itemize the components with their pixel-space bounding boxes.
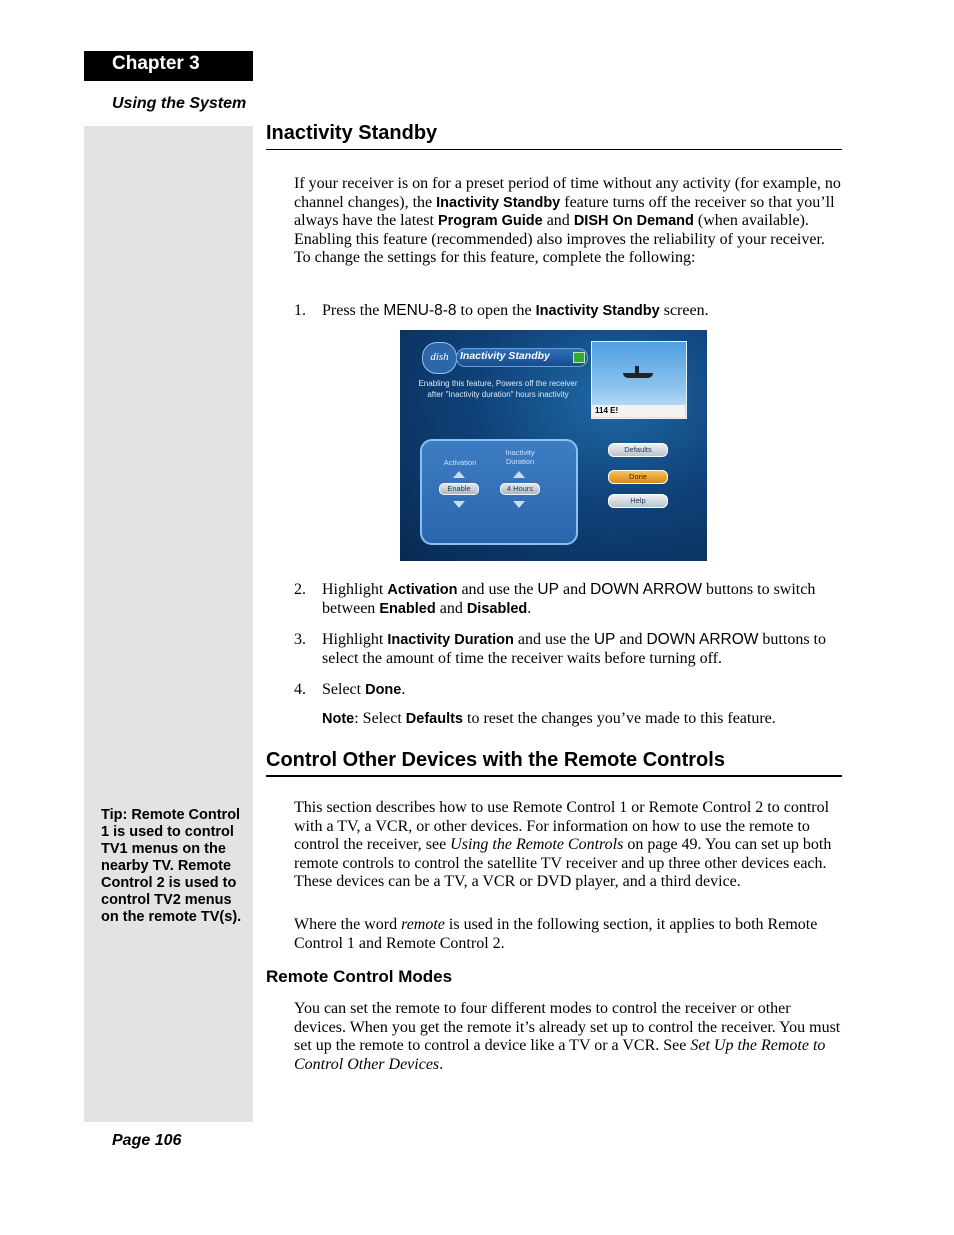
tv-icon	[573, 352, 585, 363]
inactivity-standby-screen	[400, 330, 707, 561]
step-4: 4. Select Done.	[294, 681, 406, 698]
duration-up-arrow-icon[interactable]	[513, 471, 525, 478]
done-button[interactable]: Done	[608, 470, 668, 484]
activation-label: Activation	[443, 458, 477, 467]
note: Note: Select Defaults to reset the changes you’ve made to this feature.	[322, 710, 776, 727]
activation-value[interactable]: Enable	[439, 483, 479, 495]
screen-title: Inactivity Standby	[460, 350, 550, 362]
page-number: Page 106	[112, 1132, 182, 1149]
step-1: 1. Press the MENU-8-8 to open the Inactivity Standby screen.	[294, 302, 709, 319]
control-heading: Control Other Devices with the Remote Controls	[266, 749, 725, 771]
control-heading-rule	[266, 775, 842, 777]
control-paragraph-2: Where the word remote is used in the following section, it applies to both Remote Control 1 and Remote Control 2.	[294, 916, 818, 952]
duration-label: Inactivity Duration	[505, 448, 535, 466]
duration-down-arrow-icon[interactable]	[513, 501, 525, 508]
modes-heading: Remote Control Modes	[266, 967, 453, 986]
screen-description: Enabling this feature, Powers off the receiver after "Inactivity duration" hours inactivity	[418, 379, 578, 399]
boat-figure	[635, 366, 639, 374]
dish-logo: dish	[422, 342, 457, 374]
activation-up-arrow-icon[interactable]	[453, 471, 465, 478]
control-paragraph-1: This section describes how to use Remote Control 1 or Remote Control 2 to control with a TV, a VCR, or other devices. For information on how to use the remote to control the receiver, see Using the Remote Controls on page 49. You can set up both remote controls to control the satellite TV receiver and up three other devices each. These devices can be a TV, a VCR or DVD player, and a third device.	[294, 799, 832, 891]
sidebar	[84, 126, 253, 1122]
modes-paragraph: You can set the remote to four different modes to control the receiver or other devices. When you get the remote it’s already set up to control the receiver. You must set up the remote to control a device like a TV or a VCR. See Set Up the Remote to Control Other Devices.	[294, 1000, 841, 1073]
activation-down-arrow-icon[interactable]	[453, 501, 465, 508]
inactivity-heading: Inactivity Standby	[266, 122, 438, 144]
sidebar-tip: Tip: Remote Control 1 is used to control TV1 menus on the nearby TV. Remote Control 2 is used to control TV2 menus on the remote TV(s).	[101, 807, 242, 925]
inactivity-intro: If your receiver is on for a preset period of time without any activity (for example, no channel changes), the Inactivity Standby feature turns off the receiver so that you’ll always have the latest Program Guide and DISH On Demand (when available). Enabling this feature (recommended) also improves the reliability of your receiver. To change the settings for this feature, complete the following:	[294, 175, 841, 267]
help-button[interactable]: Help	[608, 494, 668, 508]
duration-value[interactable]: 4 Hours	[500, 483, 540, 495]
heading-rule	[266, 149, 842, 150]
section-label: Using the System	[112, 95, 247, 112]
chapter-tab: Chapter 3	[84, 51, 253, 81]
step-3: 3. Highlight Inactivity Duration and use the UP and DOWN ARROW buttons to select the amount of time the receiver waits before turning off.	[294, 631, 826, 667]
step-2: 2. Highlight Activation and use the UP and DOWN ARROW buttons to switch between Enabled and Disabled.	[294, 581, 816, 617]
defaults-button[interactable]: Defaults	[608, 443, 668, 457]
channel-label: 114 E!	[591, 405, 685, 417]
